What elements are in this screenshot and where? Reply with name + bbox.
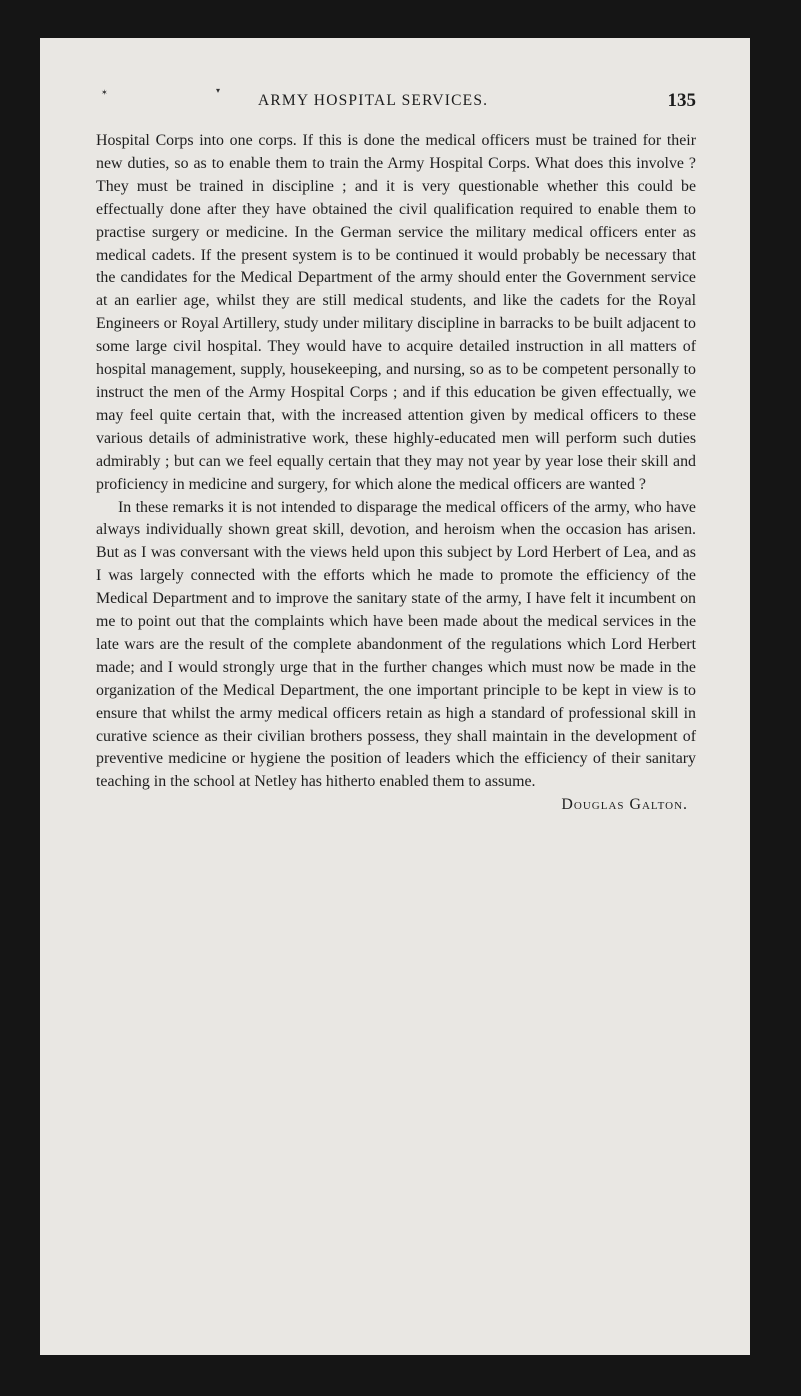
page-sheet (40, 38, 750, 1355)
article-body (96, 130, 696, 817)
author-signature: Douglas Galton. (561, 796, 688, 814)
printer-mark-left: ✶ (101, 88, 108, 97)
page-header (98, 90, 696, 118)
paragraph-2: In these remarks it is not intended to disparage the medical officers of the army, who have always individually shown great skill, devotion, and heroism when the occasion has arisen. But as I was conversant with the views held upon this subject by Lord Herbert of Lea, and as I was largely connected with the efforts which he made to promote the efficiency of the Medical Department and to improve the sanitary state of the army, I have felt it incumbent on me to point out that the complaints which have been made about the medical services in the late wars are the result of the complete abandonment of the regulations which Lord Herbert made; and I would strongly urge that in the further changes which must now be made in the organization of the Medical Department, the one important principle to be kept in view is to ensure that whilst the army medical officers retain as high a standard of professional skill in curative science as their civilian brothers possess, they shall maintain in the development of preventive medicine or hygiene the position of leaders which the efficiency of their sanitary teaching in the school at Netley has hitherto enabled them to assume. (96, 498, 696, 791)
running-title: ARMY HOSPITAL SERVICES. (258, 92, 489, 109)
page-number: 135 (667, 90, 696, 111)
printer-mark-right: ▾ (216, 86, 221, 95)
paragraph-1: Hospital Corps into one corps. If this is done the medical officers must be trained for their new duties, so as to enable them to train the Army Hospital Corps. What does this involve ? They must be trained in discipline ; and it is very questionable whether this could be effectually done after they have obtained the civil qualification required to enable them to practise surgery or medicine. In the German service the military medical officers enter as medical cadets. If the present system is to be continued it would probably be necessary that the candidates for the Medical Department of the army should enter the Government service at an earlier age, whilst they are still medical students, and like the cadets for the Royal Engineers or Royal Artillery, study under military discipline in barracks to be built adjacent to some large civil hospital. They would have to acquire detailed instruction in all matters of hospital management, supply, housekeeping, and nursing, so as to be competent personally to instruct the men of the Army Hospital Corps ; and if this education be given effectually, we may feel quite certain that, with the increased attention given by medical officers to these various details of administrative work, these highly-educated men will perform such duties admirably ; but can we feel equally certain that they may not year by year lose their skill and proficiency in medicine and surgery, for which alone the medical officers are wanted ? (96, 132, 696, 493)
